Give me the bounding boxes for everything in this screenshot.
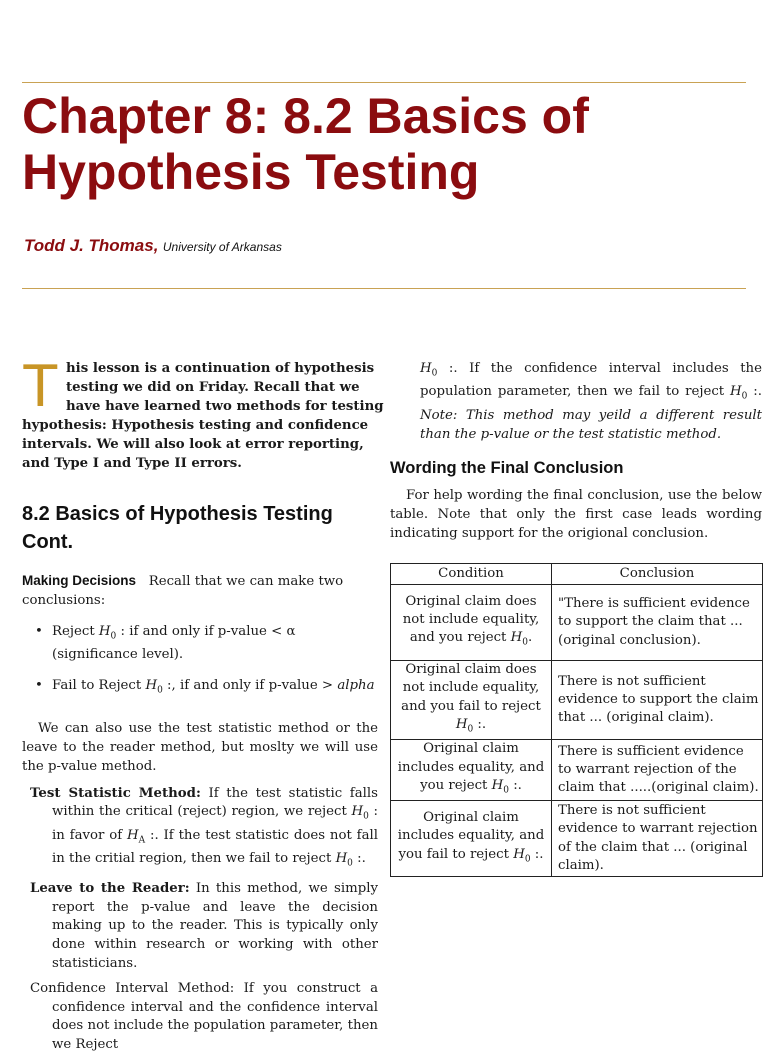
table-row	[391, 661, 763, 740]
ci-continuation: $H_0$ :. If the confidence interval includes the population parameter, then we fail to reject $H_0$ :. Note: This method may yeild a different result than the p-value or the test statistic method.	[420, 361, 763, 442]
table-row	[391, 801, 763, 877]
section-heading: 8.2 Basics of Hypothesis Testing Cont.	[22, 503, 333, 553]
intro-paragraph	[22, 352, 384, 472]
test-statistic-method: Test Statistic Method: If the test statistic falls within the critical (reject) region, we reject $H_0$ : in favor of $H_A$ :. If the test statistic does not fall in the critial region, then we fail to reject $H_0$ :.	[30, 785, 379, 870]
intro-line: his lesson is a continuation of hypothesis	[66, 361, 375, 376]
author-affiliation: University of Arkansas	[162, 240, 282, 254]
h0-symbol: $H_0$	[98, 623, 117, 642]
methods-paragraph: We can also use the test statistic method or the leave to the reader method, but moslty we will use the p-value method.	[22, 721, 378, 774]
method-note: Note: This method may yeild a different result than the p-value or the test statistic method.	[420, 407, 762, 442]
header-bottom-rule	[22, 288, 746, 289]
intro-line: intervals. We will also look at error reporting,	[22, 437, 364, 452]
intro-line: and Type I and Type II errors.	[22, 456, 242, 471]
making-decisions-text: Recall that we can make two conclusions:	[22, 574, 344, 608]
intro-line: testing we did on Friday. Recall that we	[66, 380, 360, 395]
table-row	[391, 740, 763, 801]
right-column	[390, 360, 762, 544]
conclusion-cell: "There is sufficient evidence to support the claim that ... (original conclusion).	[552, 585, 763, 661]
making-decisions-paragraph	[22, 572, 378, 611]
table-header: Conclusion	[552, 564, 763, 585]
making-decisions-label: Making Decisions	[22, 573, 137, 588]
condition-cell: Original claim includes equality, and you fail to reject $H_0$ :.	[391, 801, 552, 877]
author-name: Todd J. Thomas,	[24, 236, 159, 255]
condition-cell: Original claim includes equality, and you reject $H_0$ :.	[391, 740, 552, 801]
table-row	[391, 585, 763, 661]
intro-line: hypothesis: Hypothesis testing and confidence	[22, 418, 369, 433]
conclusion-cell: There is not sufficient evidence to support the claim that ... (original claim).	[552, 661, 763, 740]
table-header: Condition	[391, 564, 552, 585]
wording-paragraph: For help wording the final conclusion, use the below table. Note that only the first case leads wording indicating support for the origional conclusion.	[390, 488, 762, 541]
condition-cell: Original claim does not include equality, and you reject $H_0$.	[391, 585, 552, 661]
conclusion-table	[390, 563, 763, 877]
table-header-row	[391, 564, 763, 585]
intro-line: have have learned two methods for testing	[66, 399, 384, 414]
list-item: • Fail to Reject $H_0$ :, if and only if p-value > alpha	[22, 677, 378, 700]
decision-list	[22, 623, 378, 701]
drop-cap: T	[22, 352, 59, 419]
top-rule	[22, 82, 746, 83]
left-column	[22, 352, 384, 1055]
confidence-interval-method: Confidence Interval Method: If you construct a confidence interval and the confidence interval does not include the population parameter, then we Reject	[30, 980, 378, 1053]
page-title: Chapter 8: 8.2 Basics of Hypothesis Testing	[22, 88, 589, 200]
leave-to-reader-method: Leave to the Reader: In this method, we simply report the p-value and leave the decision making up to the reader. This is typically only done within research or working with other statisticians.	[30, 880, 378, 972]
conclusion-cell: There is not sufficient evidence to warrant rejection of the claim that ... (original claim).	[552, 801, 763, 877]
conclusion-cell: There is sufficient evidence to warrant rejection of the claim that .....(original claim).	[552, 740, 763, 801]
wording-heading: Wording the Final Conclusion	[390, 458, 624, 477]
h0-symbol: $H_0$	[145, 677, 163, 696]
list-item: • Reject $H_0$ : if and only if p-value < α (significance level).	[22, 623, 378, 665]
condition-cell: Original claim does not include equality, and you fail to reject $H_0$ :.	[391, 661, 552, 740]
author-line	[24, 236, 282, 256]
